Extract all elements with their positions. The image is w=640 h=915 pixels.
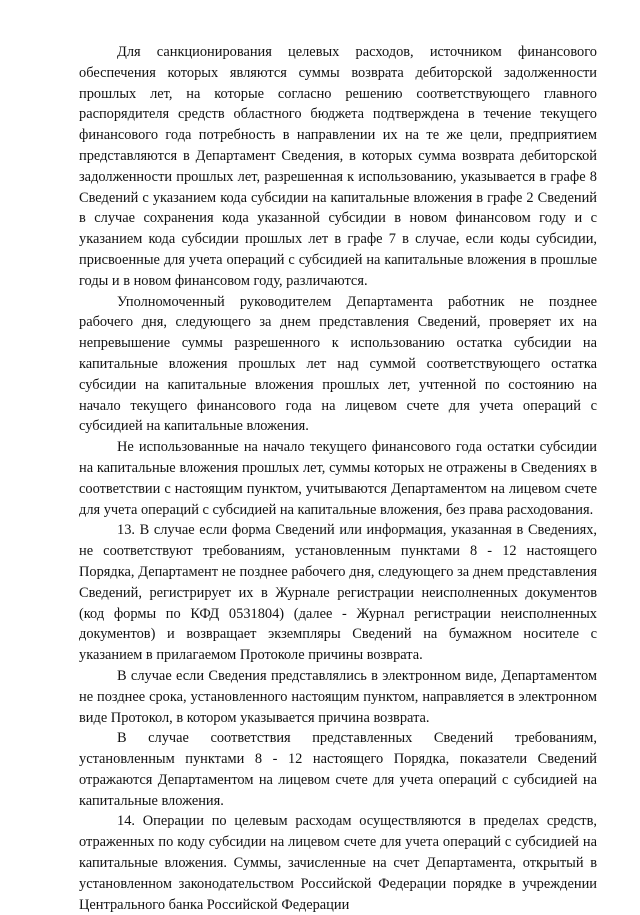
paragraph-item-14: 14. Операции по целевым расходам осуществляются в пределах средств, отраженных по коду субсидии на лицевом счете для учета операций с субсидией на капитальные вложения. Суммы, зачисленные на счет Департамента, открытый в установленном законодательством Российской Федерации порядке в учреждении Центрального банка Российской Федерации — [79, 813, 597, 913]
document-body — [79, 42, 597, 915]
paragraph-authorized-employee-check: Уполномоченный руководителем Департамента работник не позднее рабочего дня, следующего за днем представления Сведений, проверяет их на непревышение суммы разрешенного к использованию остатка субсидии на капитальные вложения прошлых лет над суммой соответствующего остатка субсидии на капитальные вложения прошлых лет, учтенной по состоянию на начало текущего финансового года на лицевом счете для учета операций с субсидией на капитальные вложения. — [79, 293, 597, 435]
paragraph-item-13: 13. В случае если форма Сведений или информация, указанная в Сведениях, не соответствуют требованиям, установленным пунктами 8 - 12 настоящего Порядка, Департамент не позднее рабочего дня, следующего за днем представления Сведений, регистрирует их в Журнале регистрации неисполненных документов (код формы по КФД 0531804) (далее - Журнал регистрации неисполненных документов) и возвращает экземпляры Сведений на бумажном носителе с указанием в прилагаемом Протоколе причины возврата. — [79, 522, 597, 664]
paragraph-compliance: В случае соответствия представленных Сведений требованиям, установленным пунктами 8 - 12 настоящего Порядка, показатели Сведений отражаются Департаментом на лицевом счете для учета операций с субсидией на капитальные вложения. — [79, 730, 597, 809]
paragraph-electronic-protocol: В случае если Сведения представлялись в электронном виде, Департаментом не позднее срока, установленного настоящим пунктом, направляется в электронном виде Протокол, в котором указывается причина возврата. — [79, 667, 597, 726]
paragraph-debt-return-expenses: Для санкционирования целевых расходов, источником финансового обеспечения которых являются суммы возврата дебиторской задолженности прошлых лет, на которые согласно решению соответствующего главного распорядителя средств областного бюджета подтверждена в течение текущего финансового года потребность в направлении их на те же цели, предприятием представляются в Департамент Сведения, в которых сумма возврата дебиторской задолженности прошлых лет, разрешенная к использованию, указывается в графе 8 Сведений с указанием кода субсидии на капитальные вложения в графе 2 Сведений в случае сохранения кода указанной субсидии в новом финансовом году и с указанием кода субсидии прошлых лет в графе 7 в случае, если коды субсидии, присвоенные для учета операций с субсидией на капитальные вложения в прошлые годы и в новом финансовом году, различаются. — [79, 44, 597, 289]
paragraph-unused-balances: Не использованные на начало текущего финансового года остатки субсидии на капитальные вложения прошлых лет, суммы которых не отражены в Сведениях в соответствии с настоящим пунктом, учитываются Департаментом на лицевом счете для учета операций с субсидией на капитальные вложения, без права расходования. — [79, 439, 597, 518]
